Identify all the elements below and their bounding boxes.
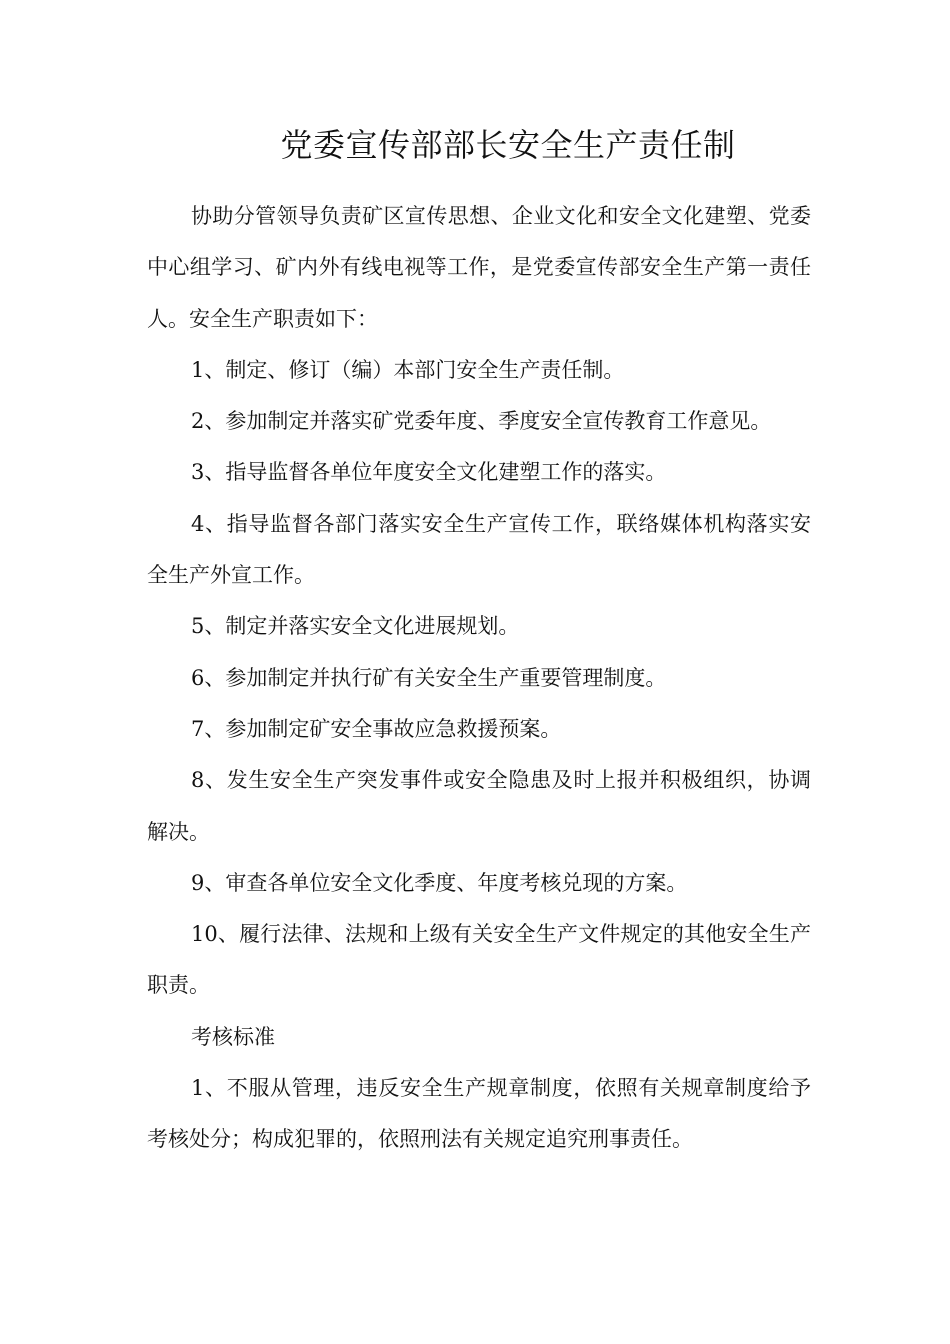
paragraph-duty-10: 10、履行法律、法规和上级有关安全生产文件规定的其他安全生产职责。: [147, 922, 811, 998]
paragraph-duty-3: 3、指导监督各单位年度安全文化建塑工作的落实。: [191, 460, 667, 485]
paragraph-duty-8: 8、发生安全生产突发事件或安全隐患及时上报并积极组织，协调解决。: [147, 768, 811, 844]
paragraph-duty-4: 4、指导监督各部门落实安全生产宣传工作，联络媒体机构落实安全生产外宣工作。: [147, 511, 811, 588]
section-heading-assessment: 考核标准: [191, 1024, 275, 1049]
paragraph-duty-7: 7、参加制定矿安全事故应急救援预案。: [191, 716, 562, 741]
paragraph-duty-9: 9、审查各单位安全文化季度、年度考核兑现的方案。: [191, 870, 688, 895]
document-title: 党委宣传部部长安全生产责任制: [280, 126, 736, 164]
paragraph-duty-6: 6、参加制定并执行矿有关安全生产重要管理制度。: [191, 665, 667, 690]
paragraph-duty-2: 2、参加制定并落实矿党委年度、季度安全宣传教育工作意见。: [191, 409, 772, 434]
paragraph-assessment-1: 1、不服从管理，违反安全生产规章制度，依照有关规章制度给予考核处分；构成犯罪的，依照刑法有关规定追究刑事责任。: [147, 1076, 811, 1152]
document-body: [147, 191, 811, 1166]
paragraph-duty-5: 5、制定并落实安全文化进展规划。: [191, 614, 520, 639]
paragraph-duty-1: 1、制定、修订（编）本部门安全生产责任制。: [191, 357, 625, 382]
paragraph-intro: 协助分管领导负责矿区宣传思想、企业文化和安全文化建塑、党委中心组学习、矿内外有线电视等工作，是党委宣传部安全生产第一责任人。安全生产职责如下：: [147, 204, 811, 331]
